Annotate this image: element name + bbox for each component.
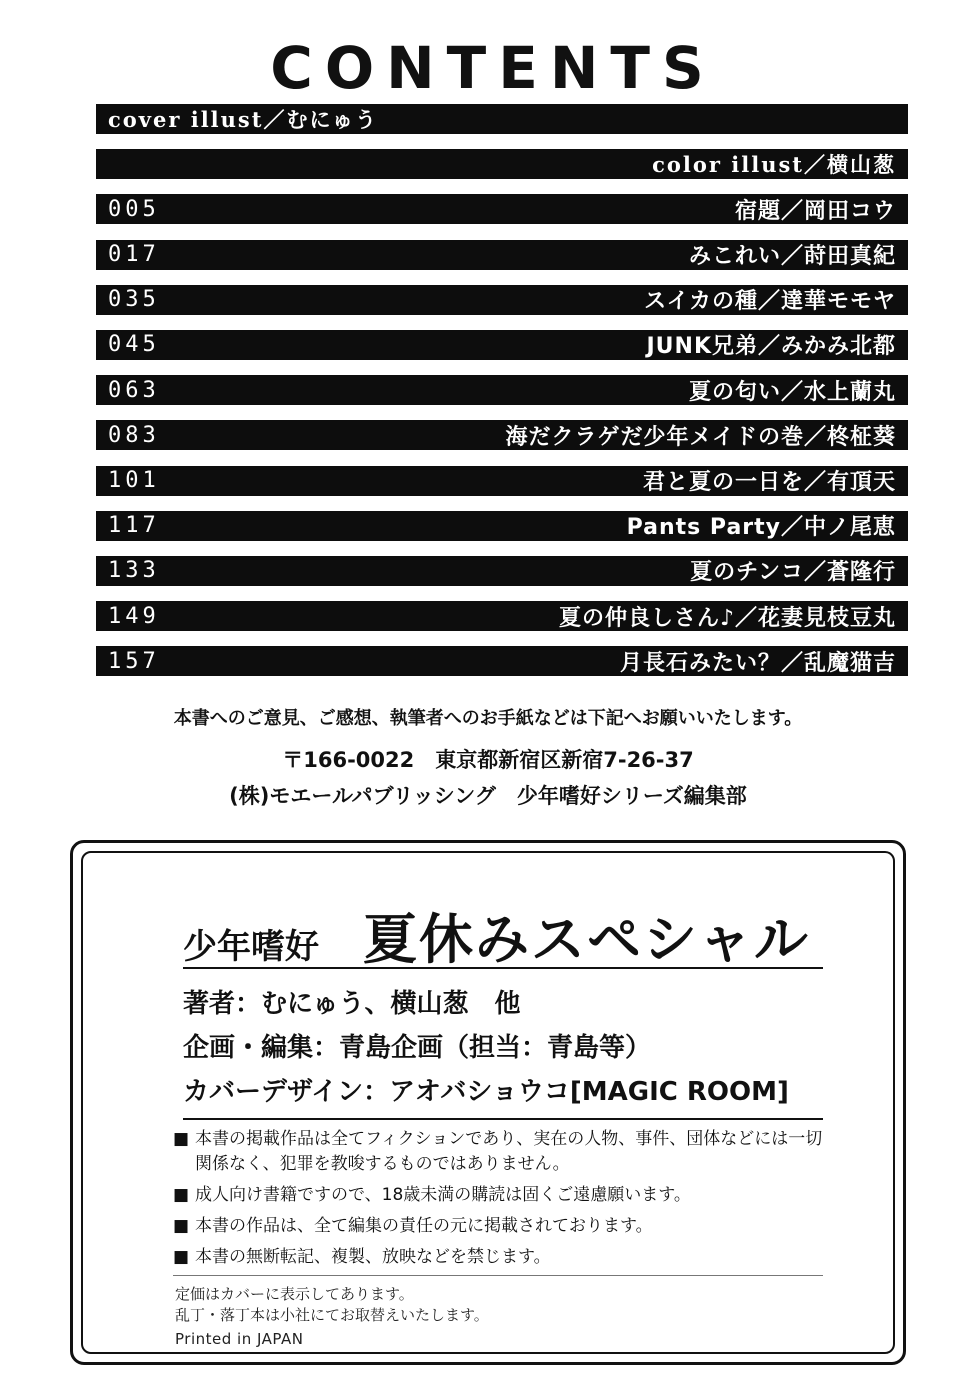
- printed-in: Printed in JAPAN: [175, 1330, 304, 1348]
- toc-row[interactable]: [96, 240, 908, 270]
- contact-note: 本書へのご意見、ご感想、執筆者へのお手紙などは下記へお願いいたします。: [173, 708, 803, 729]
- toc-page-number: 083: [108, 422, 160, 448]
- toc-entry: 宿題／岡田コウ: [734, 198, 896, 224]
- toc-page-number: 101: [108, 468, 160, 493]
- toc-entry: スイカの種／達華モモヤ: [644, 289, 896, 315]
- toc-entry: color illust／横山葱: [652, 152, 896, 178]
- notice-item: ■ 本書の無断転記、複製、放映などを禁じます。: [173, 1245, 823, 1270]
- price-note: 定価はカバーに表示してあります。: [175, 1285, 414, 1303]
- toc-page-number: 045: [108, 332, 160, 358]
- toc-entry: JUNK兄弟／みかみ北都: [646, 334, 896, 360]
- series-name: 少年嗜好: [183, 927, 319, 967]
- toc-page-number: 149: [108, 603, 160, 629]
- toc-row[interactable]: [96, 330, 908, 360]
- toc-page-number: 117: [108, 513, 160, 539]
- toc-entry: 君と夏の一日を／有頂天: [642, 470, 896, 495]
- toc-entry: みこれい／莳田真紀: [688, 244, 896, 270]
- contact-address: 〒166-0022 東京都新宿区新宿7-26-37: [282, 748, 694, 772]
- notice-item: ■ 本書の作品は、全て編集の責任の元に掲載されております。: [173, 1214, 823, 1239]
- toc-row[interactable]: [96, 511, 908, 541]
- authors-credit: 著者：むにゅう、横山葱 他: [183, 989, 521, 1019]
- toc-entry: 月長石みたい？／乱魔猫吉: [619, 650, 896, 676]
- toc-entry: 海だクラゲだ少年メイドの巻／柊柾葵: [505, 424, 896, 450]
- toc-page-number: 063: [108, 377, 160, 403]
- page-title: CONTENTS: [270, 34, 716, 102]
- toc-row[interactable]: [96, 601, 908, 631]
- toc-page-number: 133: [108, 558, 160, 584]
- toc-entry: Pants Party／中ノ尾恵: [626, 515, 896, 541]
- toc-row[interactable]: [96, 646, 908, 676]
- toc-entry: 夏のチンコ／蒼隆行: [690, 560, 896, 586]
- notice-item: ■ 成人向け書籍ですので、18歳未満の購読は固くご遠慮願います。: [173, 1183, 823, 1208]
- toc-row[interactable]: [96, 420, 908, 450]
- toc-page-number: 035: [108, 287, 160, 313]
- toc-entry: 夏の匂い／水上蘭丸: [688, 379, 896, 405]
- toc-page-number: 157: [108, 648, 160, 674]
- divider: [173, 1275, 823, 1276]
- toc-row[interactable]: [96, 104, 908, 134]
- toc-row[interactable]: [96, 375, 908, 405]
- table-of-contents: [96, 104, 908, 691]
- contact-publisher: (株)モエールパブリッシング 少年嗜好シリーズ編集部: [229, 784, 747, 808]
- replace-note: 乱丁・落丁本は小社にてお取替えいたします。: [175, 1306, 489, 1324]
- toc-row[interactable]: [96, 285, 908, 315]
- notices-list: [173, 1127, 823, 1276]
- colophon-inner-frame: [81, 851, 895, 1354]
- planning-credit: 企画・編集：青島企画（担当：青島等）: [183, 1033, 652, 1063]
- cover-design-credit: カバーデザイン：アオバショウコ[MAGIC ROOM]: [183, 1071, 823, 1120]
- toc-row[interactable]: [96, 556, 908, 586]
- book-title-block: [183, 897, 823, 969]
- toc-entry: cover illust／むにゅう: [108, 107, 379, 132]
- toc-row[interactable]: [96, 194, 908, 224]
- toc-page-number: 005: [108, 196, 160, 222]
- notice-item: ■ 本書の掲載作品は全てフィクションであり、実在の人物、事件、団体などには一切関係なく、犯罪を教唆するものではありません。: [173, 1127, 823, 1177]
- toc-row[interactable]: [96, 466, 908, 496]
- colophon-box: [70, 840, 906, 1365]
- toc-row[interactable]: [96, 149, 908, 179]
- book-title: 夏休みスペシャル: [363, 908, 810, 971]
- toc-entry: 夏の仲良しさん♪／花妻見枝豆丸: [558, 605, 896, 631]
- toc-page-number: 017: [108, 242, 160, 268]
